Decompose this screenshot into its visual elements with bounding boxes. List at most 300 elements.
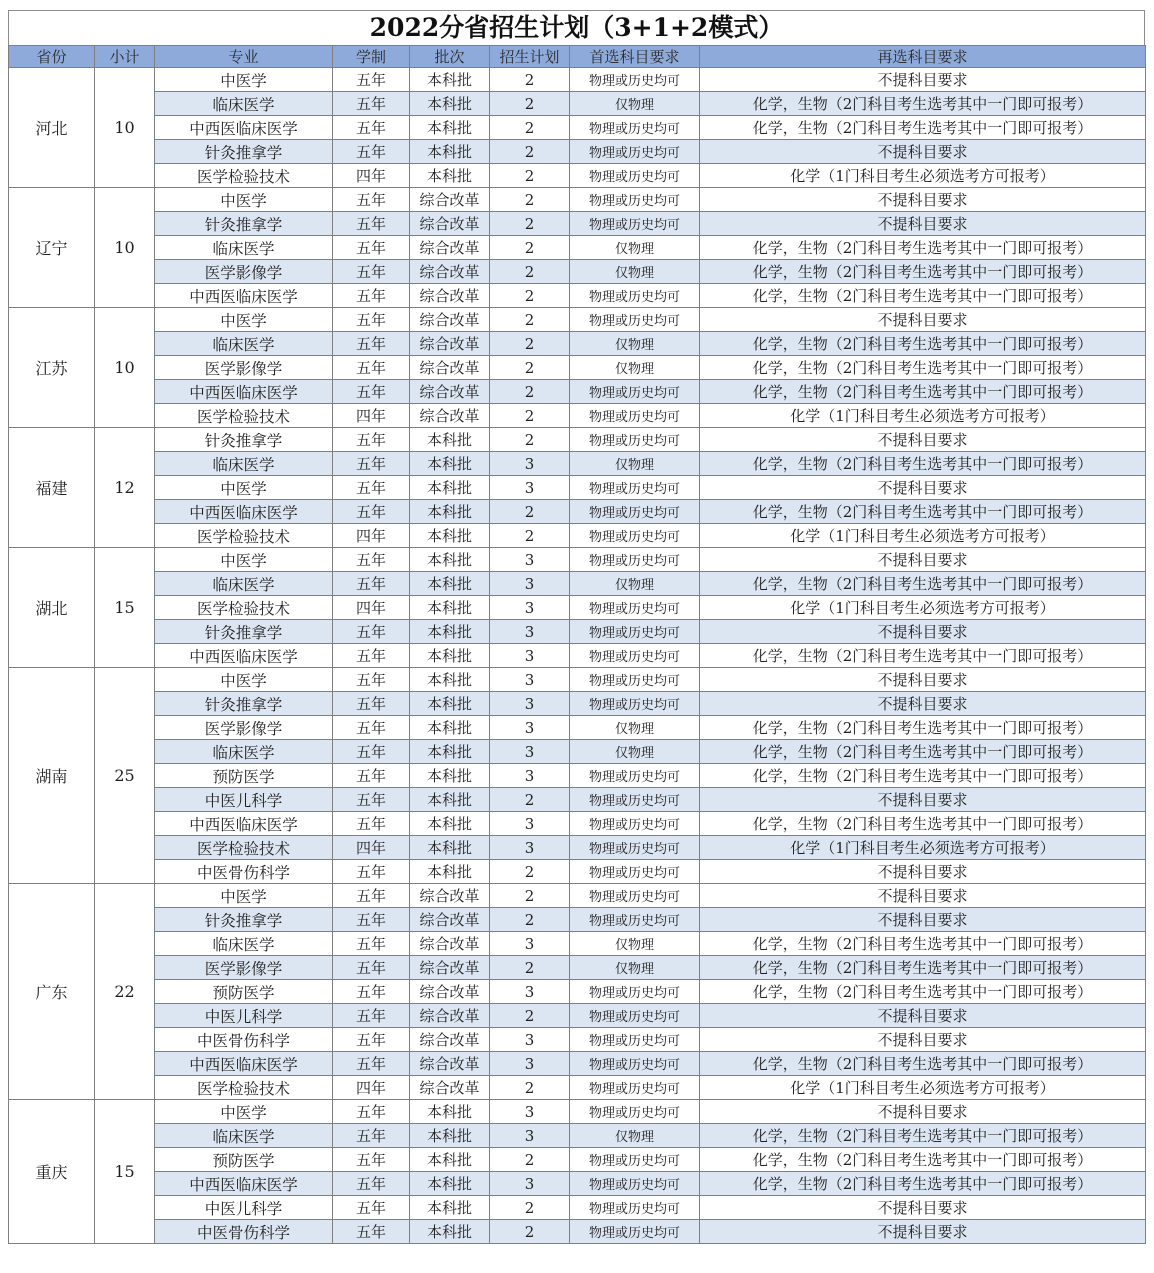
major-cell: 医学影像学 [155,956,333,980]
second-subject-cell: 化学，生物（2门科目考生选考其中一门即可报考） [700,236,1146,260]
table-row [9,1028,1146,1052]
table-row [9,692,1146,716]
table-row [9,476,1146,500]
second-subject-cell: 化学，生物（2门科目考生选考其中一门即可报考） [700,980,1146,1004]
duration-cell: 五年 [333,908,410,932]
major-cell: 临床医学 [155,932,333,956]
second-subject-cell: 不提科目要求 [700,212,1146,236]
quota-cell: 3 [490,740,570,764]
major-cell: 临床医学 [155,572,333,596]
quota-cell: 2 [490,188,570,212]
first-subject-cell: 物理或历史均可 [570,692,700,716]
batch-cell: 综合改革 [410,1028,490,1052]
first-subject-cell: 物理或历史均可 [570,404,700,428]
first-subject-cell: 物理或历史均可 [570,500,700,524]
batch-cell: 本科批 [410,764,490,788]
major-cell: 中医学 [155,68,333,92]
table-row [9,812,1146,836]
quota-cell: 2 [490,788,570,812]
second-subject-cell: 不提科目要求 [700,548,1146,572]
first-subject-cell: 仅物理 [570,356,700,380]
major-cell: 中医学 [155,476,333,500]
batch-cell: 本科批 [410,1172,490,1196]
province-cell: 河北 [9,68,95,188]
first-subject-cell: 物理或历史均可 [570,1100,700,1124]
duration-cell: 五年 [333,212,410,236]
quota-cell: 2 [490,284,570,308]
province-cell: 辽宁 [9,188,95,308]
table-row [9,1004,1146,1028]
duration-cell: 五年 [333,1148,410,1172]
table-row [9,908,1146,932]
major-cell: 医学检验技术 [155,1076,333,1100]
duration-cell: 四年 [333,524,410,548]
second-subject-cell: 不提科目要求 [700,908,1146,932]
second-subject-cell: 化学，生物（2门科目考生选考其中一门即可报考） [700,716,1146,740]
duration-cell: 五年 [333,116,410,140]
batch-cell: 本科批 [410,644,490,668]
quota-cell: 2 [490,356,570,380]
second-subject-cell: 化学，生物（2门科目考生选考其中一门即可报考） [700,260,1146,284]
batch-cell: 本科批 [410,1124,490,1148]
batch-cell: 本科批 [410,572,490,596]
quota-cell: 3 [490,548,570,572]
second-subject-cell: 不提科目要求 [700,476,1146,500]
duration-cell: 五年 [333,620,410,644]
first-subject-cell: 物理或历史均可 [570,812,700,836]
batch-cell: 本科批 [410,620,490,644]
duration-cell: 五年 [333,476,410,500]
second-subject-cell: 化学，生物（2门科目考生选考其中一门即可报考） [700,284,1146,308]
batch-cell: 本科批 [410,812,490,836]
duration-cell: 五年 [333,740,410,764]
major-cell: 中医儿科学 [155,1004,333,1028]
duration-cell: 五年 [333,1124,410,1148]
batch-cell: 本科批 [410,164,490,188]
major-cell: 预防医学 [155,764,333,788]
major-cell: 中医儿科学 [155,1196,333,1220]
major-cell: 医学检验技术 [155,596,333,620]
first-subject-cell: 仅物理 [570,92,700,116]
quota-cell: 3 [490,1124,570,1148]
table-row [9,92,1146,116]
first-subject-cell: 物理或历史均可 [570,524,700,548]
quota-cell: 3 [490,932,570,956]
quota-cell: 2 [490,1004,570,1028]
first-subject-cell: 物理或历史均可 [570,68,700,92]
first-subject-cell: 仅物理 [570,260,700,284]
table-row [9,260,1146,284]
subtotal-cell: 15 [95,1100,155,1244]
table-row [9,380,1146,404]
major-cell: 医学影像学 [155,260,333,284]
duration-cell: 五年 [333,764,410,788]
first-subject-cell: 仅物理 [570,452,700,476]
quota-cell: 3 [490,836,570,860]
second-subject-cell: 不提科目要求 [700,884,1146,908]
quota-cell: 2 [490,68,570,92]
major-cell: 针灸推拿学 [155,908,333,932]
second-subject-cell: 不提科目要求 [700,308,1146,332]
header-row [9,46,1146,68]
table-row [9,284,1146,308]
first-subject-cell: 物理或历史均可 [570,116,700,140]
duration-cell: 五年 [333,860,410,884]
table-row [9,740,1146,764]
batch-cell: 综合改革 [410,212,490,236]
second-subject-cell: 不提科目要求 [700,620,1146,644]
quota-cell: 2 [490,1220,570,1244]
first-subject-cell: 物理或历史均可 [570,764,700,788]
major-cell: 中西医临床医学 [155,1052,333,1076]
second-subject-cell: 不提科目要求 [700,1196,1146,1220]
first-subject-cell: 仅物理 [570,716,700,740]
major-cell: 医学影像学 [155,356,333,380]
duration-cell: 五年 [333,356,410,380]
subtotal-cell: 10 [95,68,155,188]
second-subject-cell: 化学，生物（2门科目考生选考其中一门即可报考） [700,644,1146,668]
quota-cell: 2 [490,404,570,428]
second-subject-cell: 不提科目要求 [700,1004,1146,1028]
batch-cell: 本科批 [410,1100,490,1124]
table-row [9,500,1146,524]
duration-cell: 五年 [333,140,410,164]
batch-cell: 本科批 [410,1148,490,1172]
table-row [9,1220,1146,1244]
quota-cell: 2 [490,908,570,932]
second-subject-cell: 不提科目要求 [700,860,1146,884]
enrollment-plan-sheet [8,10,1145,1244]
quota-cell: 3 [490,1172,570,1196]
first-subject-cell: 物理或历史均可 [570,428,700,452]
table-row [9,572,1146,596]
table-row [9,116,1146,140]
first-subject-cell: 仅物理 [570,956,700,980]
duration-cell: 五年 [333,428,410,452]
quota-cell: 3 [490,980,570,1004]
second-subject-cell: 化学（1门科目考生必须选考方可报考） [700,836,1146,860]
major-cell: 医学检验技术 [155,164,333,188]
second-subject-cell: 不提科目要求 [700,692,1146,716]
major-cell: 中医学 [155,188,333,212]
quota-cell: 2 [490,884,570,908]
table-row [9,788,1146,812]
batch-cell: 本科批 [410,788,490,812]
major-cell: 临床医学 [155,740,333,764]
duration-cell: 五年 [333,380,410,404]
duration-cell: 五年 [333,716,410,740]
major-cell: 针灸推拿学 [155,620,333,644]
quota-cell: 3 [490,1052,570,1076]
duration-cell: 五年 [333,548,410,572]
major-cell: 医学影像学 [155,716,333,740]
first-subject-cell: 物理或历史均可 [570,212,700,236]
major-cell: 针灸推拿学 [155,692,333,716]
header-duration: 学制 [333,46,410,68]
table-row [9,1196,1146,1220]
major-cell: 针灸推拿学 [155,428,333,452]
first-subject-cell: 仅物理 [570,1124,700,1148]
table-row [9,932,1146,956]
second-subject-cell: 化学，生物（2门科目考生选考其中一门即可报考） [700,1148,1146,1172]
province-cell: 湖南 [9,668,95,884]
province-cell: 重庆 [9,1100,95,1244]
first-subject-cell: 仅物理 [570,236,700,260]
first-subject-cell: 物理或历史均可 [570,1220,700,1244]
second-subject-cell: 化学，生物（2门科目考生选考其中一门即可报考） [700,92,1146,116]
batch-cell: 本科批 [410,1196,490,1220]
duration-cell: 五年 [333,1172,410,1196]
quota-cell: 3 [490,692,570,716]
second-subject-cell: 化学（1门科目考生必须选考方可报考） [700,524,1146,548]
table-row [9,308,1146,332]
header-first-subject: 首选科目要求 [570,46,700,68]
second-subject-cell: 化学，生物（2门科目考生选考其中一门即可报考） [700,572,1146,596]
second-subject-cell: 化学（1门科目考生必须选考方可报考） [700,404,1146,428]
first-subject-cell: 仅物理 [570,740,700,764]
duration-cell: 五年 [333,68,410,92]
first-subject-cell: 物理或历史均可 [570,836,700,860]
table-row [9,332,1146,356]
duration-cell: 五年 [333,812,410,836]
sheet-title: 2022分省招生计划（3+1+2模式） [8,10,1145,45]
major-cell: 中医骨伤科学 [155,1220,333,1244]
first-subject-cell: 物理或历史均可 [570,1196,700,1220]
second-subject-cell: 不提科目要求 [700,788,1146,812]
table-body [9,68,1146,1244]
second-subject-cell: 化学，生物（2门科目考生选考其中一门即可报考） [700,500,1146,524]
batch-cell: 综合改革 [410,956,490,980]
batch-cell: 综合改革 [410,236,490,260]
header-quota: 招生计划 [490,46,570,68]
quota-cell: 2 [490,860,570,884]
quota-cell: 3 [490,644,570,668]
quota-cell: 3 [490,476,570,500]
second-subject-cell: 化学，生物（2门科目考生选考其中一门即可报考） [700,1124,1146,1148]
duration-cell: 五年 [333,260,410,284]
major-cell: 预防医学 [155,1148,333,1172]
quota-cell: 2 [490,308,570,332]
first-subject-cell: 物理或历史均可 [570,644,700,668]
batch-cell: 综合改革 [410,1052,490,1076]
batch-cell: 综合改革 [410,332,490,356]
first-subject-cell: 物理或历史均可 [570,1172,700,1196]
first-subject-cell: 物理或历史均可 [570,884,700,908]
duration-cell: 五年 [333,1052,410,1076]
duration-cell: 五年 [333,1028,410,1052]
quota-cell: 3 [490,572,570,596]
table-row [9,548,1146,572]
table-row [9,404,1146,428]
second-subject-cell: 不提科目要求 [700,188,1146,212]
duration-cell: 五年 [333,500,410,524]
duration-cell: 五年 [333,188,410,212]
table-row [9,1100,1146,1124]
first-subject-cell: 物理或历史均可 [570,620,700,644]
duration-cell: 五年 [333,1220,410,1244]
header-subtotal: 小计 [95,46,155,68]
batch-cell: 本科批 [410,836,490,860]
subtotal-cell: 15 [95,548,155,668]
table-row [9,68,1146,92]
table-row [9,1148,1146,1172]
table-row [9,164,1146,188]
table-row [9,668,1146,692]
second-subject-cell: 化学，生物（2门科目考生选考其中一门即可报考） [700,740,1146,764]
first-subject-cell: 物理或历史均可 [570,788,700,812]
duration-cell: 五年 [333,332,410,356]
first-subject-cell: 仅物理 [570,572,700,596]
table-row [9,1124,1146,1148]
major-cell: 针灸推拿学 [155,212,333,236]
major-cell: 中西医临床医学 [155,380,333,404]
table-row [9,140,1146,164]
batch-cell: 综合改革 [410,356,490,380]
duration-cell: 五年 [333,980,410,1004]
second-subject-cell: 化学（1门科目考生必须选考方可报考） [700,164,1146,188]
table-row [9,980,1146,1004]
second-subject-cell: 化学，生物（2门科目考生选考其中一门即可报考） [700,452,1146,476]
major-cell: 预防医学 [155,980,333,1004]
second-subject-cell: 化学，生物（2门科目考生选考其中一门即可报考） [700,956,1146,980]
quota-cell: 3 [490,1100,570,1124]
duration-cell: 五年 [333,1196,410,1220]
quota-cell: 2 [490,428,570,452]
duration-cell: 五年 [333,92,410,116]
major-cell: 医学检验技术 [155,404,333,428]
batch-cell: 综合改革 [410,260,490,284]
major-cell: 中西医临床医学 [155,284,333,308]
major-cell: 中医骨伤科学 [155,1028,333,1052]
major-cell: 中医学 [155,668,333,692]
second-subject-cell: 不提科目要求 [700,668,1146,692]
batch-cell: 综合改革 [410,884,490,908]
major-cell: 临床医学 [155,452,333,476]
duration-cell: 四年 [333,1076,410,1100]
batch-cell: 本科批 [410,668,490,692]
subtotal-cell: 25 [95,668,155,884]
duration-cell: 四年 [333,164,410,188]
province-cell: 湖北 [9,548,95,668]
table-row [9,596,1146,620]
major-cell: 中医学 [155,884,333,908]
table-row [9,1076,1146,1100]
table-row [9,428,1146,452]
quota-cell: 3 [490,596,570,620]
header-second-subject: 再选科目要求 [700,46,1146,68]
table-row [9,620,1146,644]
enrollment-table [8,45,1146,1244]
first-subject-cell: 物理或历史均可 [570,308,700,332]
batch-cell: 综合改革 [410,188,490,212]
batch-cell: 综合改革 [410,308,490,332]
header-province: 省份 [9,46,95,68]
first-subject-cell: 物理或历史均可 [570,1028,700,1052]
major-cell: 中西医临床医学 [155,500,333,524]
second-subject-cell: 不提科目要求 [700,140,1146,164]
quota-cell: 2 [490,1148,570,1172]
duration-cell: 五年 [333,788,410,812]
batch-cell: 本科批 [410,596,490,620]
major-cell: 医学检验技术 [155,836,333,860]
quota-cell: 2 [490,140,570,164]
batch-cell: 本科批 [410,140,490,164]
first-subject-cell: 物理或历史均可 [570,860,700,884]
duration-cell: 五年 [333,452,410,476]
table-row [9,1172,1146,1196]
second-subject-cell: 化学，生物（2门科目考生选考其中一门即可报考） [700,812,1146,836]
header-batch: 批次 [410,46,490,68]
second-subject-cell: 化学，生物（2门科目考生选考其中一门即可报考） [700,1172,1146,1196]
quota-cell: 2 [490,500,570,524]
batch-cell: 本科批 [410,716,490,740]
first-subject-cell: 物理或历史均可 [570,1052,700,1076]
duration-cell: 五年 [333,884,410,908]
duration-cell: 五年 [333,1004,410,1028]
table-row [9,212,1146,236]
batch-cell: 本科批 [410,860,490,884]
second-subject-cell: 化学，生物（2门科目考生选考其中一门即可报考） [700,332,1146,356]
second-subject-cell: 化学，生物（2门科目考生选考其中一门即可报考） [700,932,1146,956]
province-cell: 广东 [9,884,95,1100]
duration-cell: 五年 [333,1100,410,1124]
batch-cell: 本科批 [410,524,490,548]
batch-cell: 本科批 [410,692,490,716]
second-subject-cell: 化学（1门科目考生必须选考方可报考） [700,1076,1146,1100]
first-subject-cell: 仅物理 [570,932,700,956]
duration-cell: 五年 [333,692,410,716]
duration-cell: 五年 [333,644,410,668]
table-row [9,644,1146,668]
batch-cell: 综合改革 [410,932,490,956]
quota-cell: 3 [490,812,570,836]
major-cell: 中西医临床医学 [155,812,333,836]
first-subject-cell: 物理或历史均可 [570,980,700,1004]
second-subject-cell: 不提科目要求 [700,1100,1146,1124]
subtotal-cell: 12 [95,428,155,548]
quota-cell: 2 [490,260,570,284]
first-subject-cell: 物理或历史均可 [570,1004,700,1028]
table-row [9,836,1146,860]
quota-cell: 3 [490,620,570,644]
second-subject-cell: 化学（1门科目考生必须选考方可报考） [700,596,1146,620]
batch-cell: 本科批 [410,740,490,764]
batch-cell: 综合改革 [410,1076,490,1100]
first-subject-cell: 物理或历史均可 [570,164,700,188]
quota-cell: 2 [490,164,570,188]
second-subject-cell: 化学，生物（2门科目考生选考其中一门即可报考） [700,380,1146,404]
batch-cell: 本科批 [410,428,490,452]
batch-cell: 本科批 [410,500,490,524]
duration-cell: 四年 [333,596,410,620]
quota-cell: 2 [490,1196,570,1220]
batch-cell: 综合改革 [410,980,490,1004]
duration-cell: 五年 [333,572,410,596]
duration-cell: 五年 [333,668,410,692]
batch-cell: 本科批 [410,476,490,500]
table-row [9,188,1146,212]
first-subject-cell: 物理或历史均可 [570,380,700,404]
duration-cell: 五年 [333,308,410,332]
major-cell: 临床医学 [155,332,333,356]
duration-cell: 五年 [333,236,410,260]
table-row [9,716,1146,740]
batch-cell: 本科批 [410,92,490,116]
first-subject-cell: 物理或历史均可 [570,596,700,620]
province-cell: 福建 [9,428,95,548]
table-row [9,356,1146,380]
second-subject-cell: 不提科目要求 [700,68,1146,92]
